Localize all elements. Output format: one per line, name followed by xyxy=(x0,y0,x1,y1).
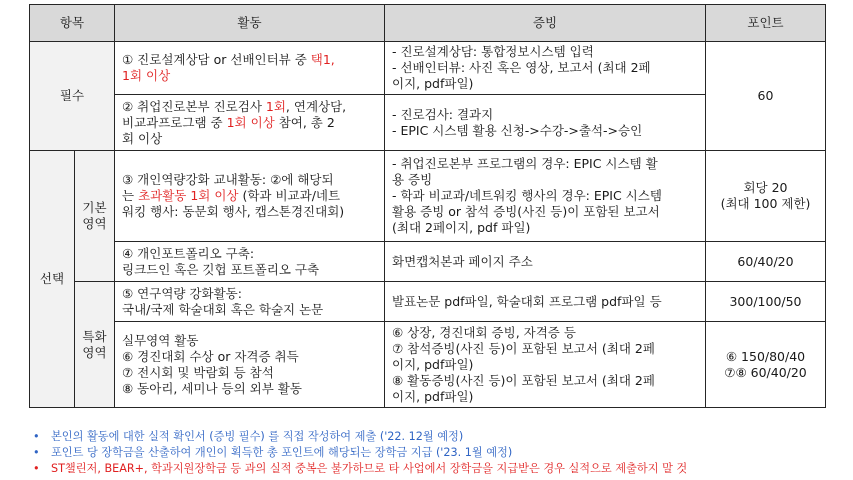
table-row-basic-4 xyxy=(30,242,826,282)
activity-text: ③ 개인역량강화 교내활동: ②에 해당되 는 xyxy=(122,172,334,203)
required-label: 필수 xyxy=(30,42,115,151)
points-cell: 회당 20 (최대 100 제한) xyxy=(706,151,826,242)
activity-cell: 실무영역 활동 ⑥ 경진대회 수상 or 자격증 취득 ⑦ 전시회 및 박람회 등 참석 ⑧ 동아리, 세미나 등의 외부 활동 xyxy=(115,322,385,408)
evidence-cell: 발표논문 pdf파일, 학술대회 프로그램 pdf파일 등 xyxy=(385,282,706,322)
activity-text: ① 진로설계상담 or 선배인터뷰 중 xyxy=(122,52,311,67)
table-row-required-1 xyxy=(30,42,826,95)
bullet-icon: • xyxy=(33,446,40,459)
activity-cell xyxy=(115,95,385,151)
activity-text: ② 취업진로본부 진로검사 xyxy=(122,98,266,114)
activity-cell: ⑤ 연구역량 강화활동: 국내/국제 학술대회 혹은 학술지 논문 xyxy=(115,282,385,322)
header-points: 포인트 xyxy=(706,5,826,42)
table-row-special-6 xyxy=(30,322,826,408)
activity-text: , 연계상담, 비교과프로그램 중 xyxy=(122,98,347,130)
highlight-text: 1회 xyxy=(265,98,286,114)
evidence-cell: 화면캡처본과 페이지 주소 xyxy=(385,242,706,282)
note-item xyxy=(33,445,687,461)
note-text: 본인의 활동에 대한 실적 확인서 (증빙 필수) 를 직접 작성하여 제출 ('22. 12월 예정) xyxy=(51,430,464,443)
activity-cell: ④ 개인포트폴리오 구축: 링크드인 혹은 깃헙 포트폴리오 구축 xyxy=(115,242,385,282)
highlight-text: 택1, 1회 이상 xyxy=(122,52,335,83)
header-category: 항목 xyxy=(30,5,115,42)
note-item xyxy=(33,429,687,445)
evidence-cell: - 진로검사: 결과지 - EPIC 시스템 활용 신청->수강->출석->승인 xyxy=(385,95,706,151)
activity-cell xyxy=(115,42,385,95)
notes-list xyxy=(33,429,687,477)
points-cell: ⑥ 150/80/40 ⑦⑧ 60/40/20 xyxy=(706,322,826,408)
activity-text: (학과 비교과/네트 워킹 행사: 동문회 행사, 캡스톤경진대회) xyxy=(122,188,345,219)
points-cell: 300/100/50 xyxy=(706,282,826,322)
highlight-text: 1회 이상 xyxy=(226,114,275,130)
table-row-special-5 xyxy=(30,282,826,322)
bullet-icon: • xyxy=(33,430,40,443)
note-text: 포인트 당 장학금을 산출하여 개인이 획득한 총 포인트에 해당되는 장학금 지급 ('23. 1월 예정) xyxy=(51,446,513,459)
special-area-label: 특화 영역 xyxy=(75,282,115,408)
header-row xyxy=(30,5,826,42)
header-evidence: 증빙 xyxy=(385,5,706,42)
scholarship-points-table xyxy=(29,4,826,408)
evidence-cell: ⑥ 상장, 경진대회 증빙, 자격증 등 ⑦ 참석증빙(사진 등)이 포함된 보고서 (최대 2페 이지, pdf파일) ⑧ 활동증빙(사진 등)이 포함된 보고서 (최대 2페 이지, pdf파일) xyxy=(385,322,706,408)
points-cell: 60 xyxy=(706,42,826,151)
note-text: ST챌린저, BEAR+, 학과지원장학금 등 과의 실적 중복은 불가하므로 타 사업에서 장학금을 지급받은 경우 실적으로 제출하지 말 것 xyxy=(51,462,688,475)
points-cell: 60/40/20 xyxy=(706,242,826,282)
optional-label: 선택 xyxy=(30,151,75,408)
header-activity: 활동 xyxy=(115,5,385,42)
activity-cell xyxy=(115,151,385,242)
note-item xyxy=(33,461,687,477)
bullet-icon: • xyxy=(33,462,40,475)
activity-text: 참여, 총 2 회 이상 xyxy=(122,114,335,146)
table-row-basic-3 xyxy=(30,151,826,242)
evidence-cell: - 취업진로본부 프로그램의 경우: EPIC 시스템 활 용 증빙 - 학과 비교과/네트워킹 행사의 경우: EPIC 시스템 활용 증빙 or 참석 증빙(사진 등)이 포함된 보고서 (최대 2페이지, pdf 파일) xyxy=(385,151,706,242)
highlight-text: 초과활동 1회 이상 xyxy=(138,188,239,203)
evidence-cell: - 진로설계상담: 통합정보시스템 입력 - 선배인터뷰: 사진 혹은 영상, 보고서 (최대 2페 이지, pdf파일) xyxy=(385,42,706,95)
basic-area-label: 기본 영역 xyxy=(75,151,115,282)
